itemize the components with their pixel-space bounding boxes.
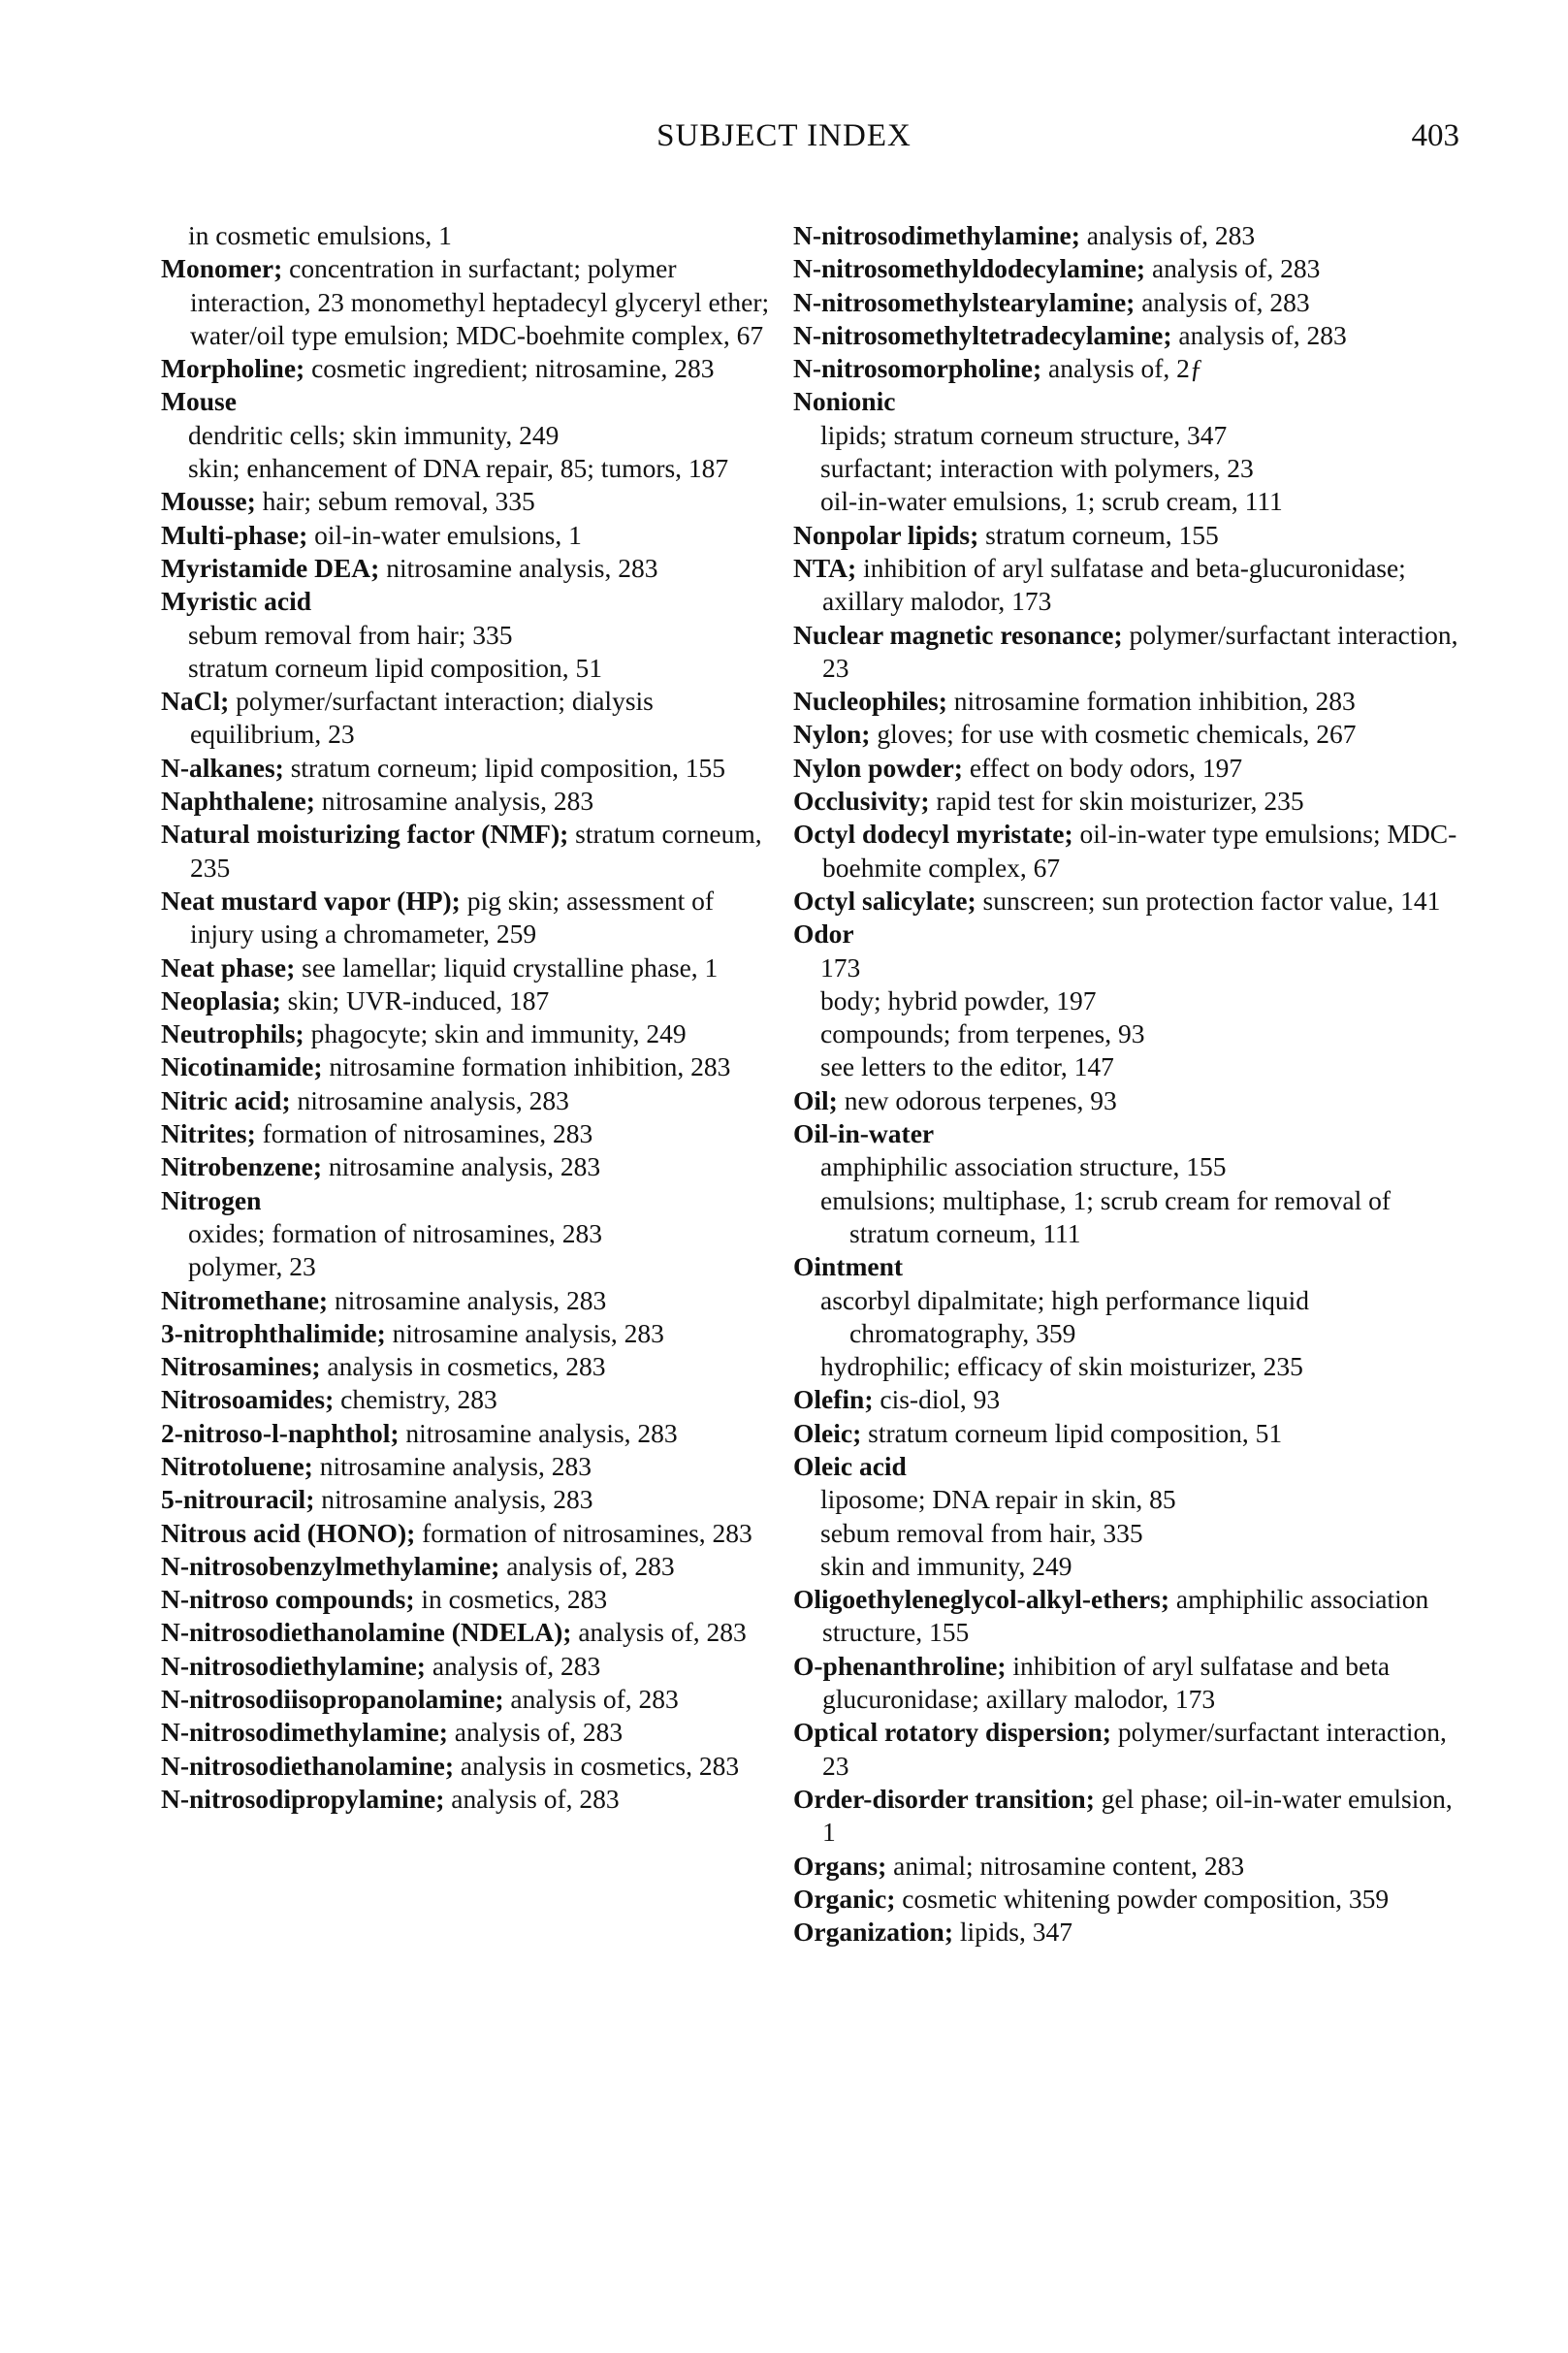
index-term: Odor [793, 919, 854, 950]
index-text: analysis of, 283 [1145, 253, 1321, 284]
running-title: SUBJECT INDEX [656, 118, 912, 153]
index-entry [793, 619, 1472, 686]
index-term: Nuclear magnetic resonance; [793, 619, 1123, 650]
index-entry [161, 1350, 782, 1383]
index-text: ascorbyl dipalmitate; high performance liquid chromatography, 359 [820, 1284, 1310, 1348]
index-entry [161, 818, 782, 885]
index-term: Nitrites; [161, 1118, 256, 1149]
index-text: inhibition of aryl sulfatase and beta glucuronidase; axillary malodor, 173 [822, 1650, 1391, 1715]
index-entry [793, 1483, 1472, 1516]
index-term: Ointment [793, 1251, 904, 1282]
index-term: Nicotinamide; [161, 1051, 323, 1082]
index-text: nitrosamine analysis, 283 [379, 552, 658, 583]
index-entry [793, 1250, 1472, 1283]
index-entry [161, 984, 782, 1017]
index-entry [793, 385, 1472, 418]
index-entry [793, 1383, 1472, 1416]
index-column-left [161, 219, 782, 1816]
index-entry [161, 485, 782, 518]
index-text: cis-diol, 93 [873, 1384, 1001, 1415]
index-text: emulsions; multiphase, 1; scrub cream for removal of stratum corneum, 111 [820, 1184, 1392, 1248]
index-term: N-nitrosobenzylmethylamine; [161, 1550, 500, 1581]
index-text: analysis of, 2ƒ [1041, 353, 1203, 384]
index-text: polymer/surfactant interaction; dialysis equilibrium, 23 [190, 686, 654, 750]
index-text: compounds; from terpenes, 93 [820, 1018, 1145, 1049]
index-entry [793, 552, 1472, 619]
index-term: Nitrous acid (HONO); [161, 1517, 416, 1548]
index-entry [793, 984, 1472, 1017]
page-number: 403 [1411, 118, 1459, 153]
index-text: skin and immunity, 249 [820, 1550, 1072, 1581]
index-entry [793, 752, 1472, 785]
index-text: surfactant; interaction with polymers, 23 [820, 453, 1254, 484]
index-entry [793, 286, 1472, 319]
index-text: liposome; DNA repair in skin, 85 [820, 1484, 1176, 1515]
index-entry [793, 519, 1472, 552]
index-text: phagocyte; skin and immunity, 249 [304, 1018, 687, 1049]
index-term: N-nitrosodimethylamine; [161, 1717, 448, 1748]
index-text: nitrosamine analysis, 283 [321, 1151, 601, 1182]
index-term: Myristic acid [161, 586, 312, 617]
index-entry [161, 1683, 782, 1716]
index-entry [161, 951, 782, 984]
index-text: amphiphilic association structure, 155 [820, 1151, 1227, 1182]
index-text: analysis of, 283 [447, 1717, 624, 1748]
index-text: analysis of, 283 [444, 1783, 620, 1814]
index-entry [793, 1517, 1472, 1550]
index-term: Mouse [161, 386, 237, 417]
index-entry [161, 885, 782, 951]
index-entry [161, 1150, 782, 1183]
index-text: nitrosamine analysis, 283 [312, 1450, 592, 1481]
index-entry [793, 918, 1472, 951]
index-entry [793, 1017, 1472, 1050]
index-text: analysis of, 283 [1171, 319, 1347, 350]
index-term: Morpholine; [161, 353, 305, 384]
index-term: N-nitrosodiisopropanolamine; [161, 1684, 504, 1715]
index-entry [161, 652, 782, 685]
index-text: stratum corneum lipid composition, 51 [861, 1417, 1283, 1448]
page-header [0, 114, 1568, 157]
index-text: lipids, 347 [953, 1917, 1072, 1948]
index-entry [161, 1383, 782, 1416]
index-text: nitrosamine formation inhibition, 283 [946, 686, 1356, 717]
index-term: Nitromethane; [161, 1284, 329, 1315]
index-entry [793, 1150, 1472, 1183]
index-text: lipids; stratum corneum structure, 347 [820, 419, 1228, 450]
index-term: Nitric acid; [161, 1084, 291, 1115]
index-entry [793, 685, 1472, 718]
index-term: Oligoethyleneglycol-alkyl-ethers; [793, 1584, 1169, 1615]
index-entry [161, 452, 782, 485]
index-term: Natural moisturizing factor (NMF); [161, 819, 569, 850]
index-term: Organization; [793, 1917, 953, 1948]
index-entry [793, 1184, 1472, 1251]
index-text: sebum removal from hair; 335 [188, 619, 513, 650]
index-entry [793, 951, 1472, 984]
index-text: oil-in-water emulsions, 1 [307, 519, 582, 550]
index-term: Monomer; [161, 253, 283, 284]
index-text: nitrosamine analysis, 283 [290, 1084, 569, 1115]
index-text: analysis in cosmetics, 283 [320, 1351, 606, 1382]
index-entry [793, 1417, 1472, 1450]
index-entry [793, 1716, 1472, 1783]
index-text: polymer/surfactant interaction, 23 [822, 1717, 1447, 1781]
index-term: Organs; [793, 1850, 887, 1881]
index-term: Nucleophiles; [793, 686, 947, 717]
index-text: stratum corneum lipid composition, 51 [188, 652, 602, 683]
index-text: stratum corneum; lipid composition, 155 [283, 752, 726, 783]
index-entry [161, 1084, 782, 1117]
index-entry [793, 1850, 1472, 1883]
index-text: in cosmetics, 283 [414, 1584, 608, 1615]
index-term: N-nitrosodimethylamine; [793, 220, 1080, 250]
index-text: nitrosamine analysis, 283 [385, 1317, 664, 1348]
index-entry [161, 1117, 782, 1150]
index-entry [161, 1284, 782, 1317]
index-term: Nitrotoluene; [161, 1450, 313, 1481]
index-entry [793, 419, 1472, 452]
index-text: effect on body odors, 197 [962, 752, 1243, 783]
index-text: hydrophilic; efficacy of skin moisturizer, 235 [820, 1351, 1303, 1382]
index-text: skin; enhancement of DNA repair, 85; tumors, 187 [188, 453, 729, 484]
index-text: analysis of, 283 [571, 1617, 747, 1648]
index-text: analysis of, 283 [503, 1684, 679, 1715]
index-text: amphiphilic association structure, 155 [822, 1584, 1429, 1648]
index-entry [161, 1050, 782, 1083]
index-entry [161, 385, 782, 418]
index-text: nitrosamine analysis, 283 [399, 1417, 678, 1448]
index-term: N-nitrosodipropylamine; [161, 1783, 445, 1814]
index-entry [161, 1184, 782, 1217]
index-term: Organic; [793, 1883, 896, 1914]
index-text: oxides; formation of nitrosamines, 283 [188, 1217, 602, 1248]
index-text: new odorous terpenes, 93 [837, 1084, 1117, 1115]
index-entry [161, 1750, 782, 1783]
index-term: N-nitrosomorpholine; [793, 353, 1042, 384]
index-term: NTA; [793, 552, 857, 583]
index-entry [161, 685, 782, 752]
index-term: Neutrophils; [161, 1018, 304, 1049]
index-text: body; hybrid powder, 197 [820, 984, 1097, 1015]
index-text: gloves; for use with cosmetic chemicals, 267 [870, 719, 1357, 750]
index-text: polymer, 23 [188, 1251, 316, 1282]
index-term: Nitrobenzene; [161, 1151, 322, 1182]
index-entry [161, 219, 782, 252]
index-entry [161, 1650, 782, 1683]
index-term: N-nitroso compounds; [161, 1584, 415, 1615]
index-term: Oil; [793, 1084, 838, 1115]
index-text: hair; sebum removal, 335 [255, 486, 535, 517]
index-term: N-nitrosomethylstearylamine; [793, 286, 1136, 317]
index-text: skin; UVR-induced, 187 [280, 984, 550, 1015]
index-term: Nitrosoamides; [161, 1384, 335, 1415]
index-text: analysis of, 283 [1079, 220, 1256, 250]
index-entry [793, 252, 1472, 285]
index-entry [161, 1483, 782, 1516]
index-term: Nonpolar lipids; [793, 519, 979, 550]
index-text: oil-in-water emulsions, 1; scrub cream, 111 [820, 486, 1283, 517]
index-term: Oil-in-water [793, 1118, 935, 1149]
index-entry [161, 1616, 782, 1649]
index-entry [793, 1916, 1472, 1949]
index-text: analysis of, 283 [1135, 286, 1310, 317]
index-term: Neat mustard vapor (HP); [161, 885, 461, 916]
index-term: N-nitrosomethyltetradecylamine; [793, 319, 1172, 350]
index-text: nitrosamine formation inhibition, 283 [322, 1051, 731, 1082]
index-text: analysis of, 283 [499, 1550, 675, 1581]
index-entry [793, 452, 1472, 485]
index-text: dendritic cells; skin immunity, 249 [188, 419, 560, 450]
index-column-right [793, 219, 1472, 1949]
index-term: N-nitrosodiethanolamine; [161, 1750, 455, 1781]
index-term: 2-nitroso-l-naphthol; [161, 1417, 400, 1448]
index-text: cosmetic whitening powder composition, 359 [895, 1883, 1390, 1914]
index-term: Octyl dodecyl myristate; [793, 819, 1073, 850]
index-text: rapid test for skin moisturizer, 235 [929, 786, 1304, 817]
index-term: Neoplasia; [161, 984, 281, 1015]
index-entry [161, 785, 782, 818]
index-term: Nonionic [793, 386, 896, 417]
index-text: analysis of, 283 [425, 1650, 601, 1681]
index-text: in cosmetic emulsions, 1 [188, 220, 452, 250]
index-entry [793, 818, 1472, 885]
index-term: Nitrogen [161, 1184, 262, 1215]
index-text: sunscreen; sun protection factor value, 141 [976, 885, 1441, 916]
index-term: Mousse; [161, 486, 256, 517]
index-text: analysis in cosmetics, 283 [454, 1750, 740, 1781]
index-text: see letters to the editor, 147 [820, 1051, 1114, 1082]
index-entry [793, 1650, 1472, 1717]
index-text: stratum corneum, 235 [190, 819, 762, 883]
index-entry [793, 1550, 1472, 1583]
index-term: N-nitrosodiethanolamine (NDELA); [161, 1617, 572, 1648]
index-entry [793, 885, 1472, 918]
index-entry [161, 1550, 782, 1583]
index-entry [793, 319, 1472, 352]
index-text: nitrosamine analysis, 283 [314, 1484, 593, 1515]
index-text: see lamellar; liquid crystalline phase, 1 [295, 951, 719, 983]
index-term: Nylon powder; [793, 752, 963, 783]
index-entry [793, 1450, 1472, 1483]
index-term: NaCl; [161, 686, 230, 717]
index-entry [161, 1583, 782, 1616]
index-entry [793, 219, 1472, 252]
index-entry [793, 1050, 1472, 1083]
index-term: N-nitrosodiethylamine; [161, 1650, 426, 1681]
index-entry [161, 419, 782, 452]
index-text: concentration in surfactant; polymer interaction, 23 monomethyl heptadecyl glyceryl ether; water/oil type emulsion; MDC-boehmite complex, 67 [190, 253, 770, 350]
index-term: O-phenanthroline; [793, 1650, 1007, 1681]
index-term: 5-nitrouracil; [161, 1484, 315, 1515]
index-term: Myristamide DEA; [161, 552, 380, 583]
index-entry [161, 1017, 782, 1050]
index-entry [161, 1417, 782, 1450]
index-term: Oleic; [793, 1417, 862, 1448]
index-entry [161, 1783, 782, 1816]
index-term: Optical rotatory dispersion; [793, 1717, 1111, 1748]
index-term: N-nitrosomethyldodecylamine; [793, 253, 1146, 284]
index-entry [793, 1084, 1472, 1117]
index-text: nitrosamine analysis, 283 [314, 786, 594, 817]
index-term: Oleic acid [793, 1450, 907, 1481]
index-text: polymer/surfactant interaction, 23 [822, 619, 1458, 683]
index-text: oil-in-water type emulsions; MDC-boehmite complex, 67 [822, 819, 1457, 883]
index-entry [161, 1450, 782, 1483]
index-term: 3-nitrophthalimide; [161, 1317, 386, 1348]
index-entry [793, 1117, 1472, 1150]
index-text: pig skin; assessment of injury using a chromameter, 259 [190, 885, 715, 950]
index-entry [161, 1250, 782, 1283]
index-term: Octyl salicylate; [793, 885, 976, 916]
index-text: animal; nitrosamine content, 283 [886, 1850, 1245, 1881]
index-entry [161, 619, 782, 652]
index-entry [161, 252, 782, 352]
index-term: Nylon; [793, 719, 871, 750]
index-entry [793, 1883, 1472, 1916]
index-text: formation of nitrosamines, 283 [415, 1517, 752, 1548]
index-entry [161, 585, 782, 618]
index-term: Olefin; [793, 1384, 874, 1415]
index-term: N-alkanes; [161, 752, 284, 783]
index-term: Multi-phase; [161, 519, 308, 550]
index-entry [161, 352, 782, 385]
index-text: stratum corneum, 155 [978, 519, 1219, 550]
index-entry [793, 718, 1472, 751]
index-entry [793, 785, 1472, 818]
index-entry [793, 485, 1472, 518]
index-text: 173 [820, 951, 861, 983]
index-text: nitrosamine analysis, 283 [328, 1284, 607, 1315]
index-term: Order-disorder transition; [793, 1783, 1095, 1814]
index-entry [793, 1783, 1472, 1850]
index-entry [793, 1350, 1472, 1383]
index-text: formation of nitrosamines, 283 [255, 1118, 593, 1149]
index-entry [161, 552, 782, 585]
index-term: Naphthalene; [161, 786, 315, 817]
index-term: Nitrosamines; [161, 1351, 321, 1382]
index-text: cosmetic ingredient; nitrosamine, 283 [304, 353, 715, 384]
index-entry [161, 1517, 782, 1550]
index-text: chemistry, 283 [334, 1384, 497, 1415]
index-term: Occlusivity; [793, 786, 930, 817]
index-entry [161, 1716, 782, 1749]
index-entry [793, 1583, 1472, 1650]
index-entry [161, 1317, 782, 1350]
index-entry [161, 519, 782, 552]
index-text: inhibition of aryl sulfatase and beta-glucuronidase; axillary malodor, 173 [822, 552, 1406, 617]
index-entry [793, 1284, 1472, 1351]
index-term: Neat phase; [161, 951, 296, 983]
index-text: sebum removal from hair, 335 [820, 1517, 1143, 1548]
index-text: gel phase; oil-in-water emulsion, 1 [822, 1783, 1453, 1848]
index-entry [161, 1217, 782, 1250]
index-entry [793, 352, 1472, 385]
index-entry [161, 752, 782, 785]
